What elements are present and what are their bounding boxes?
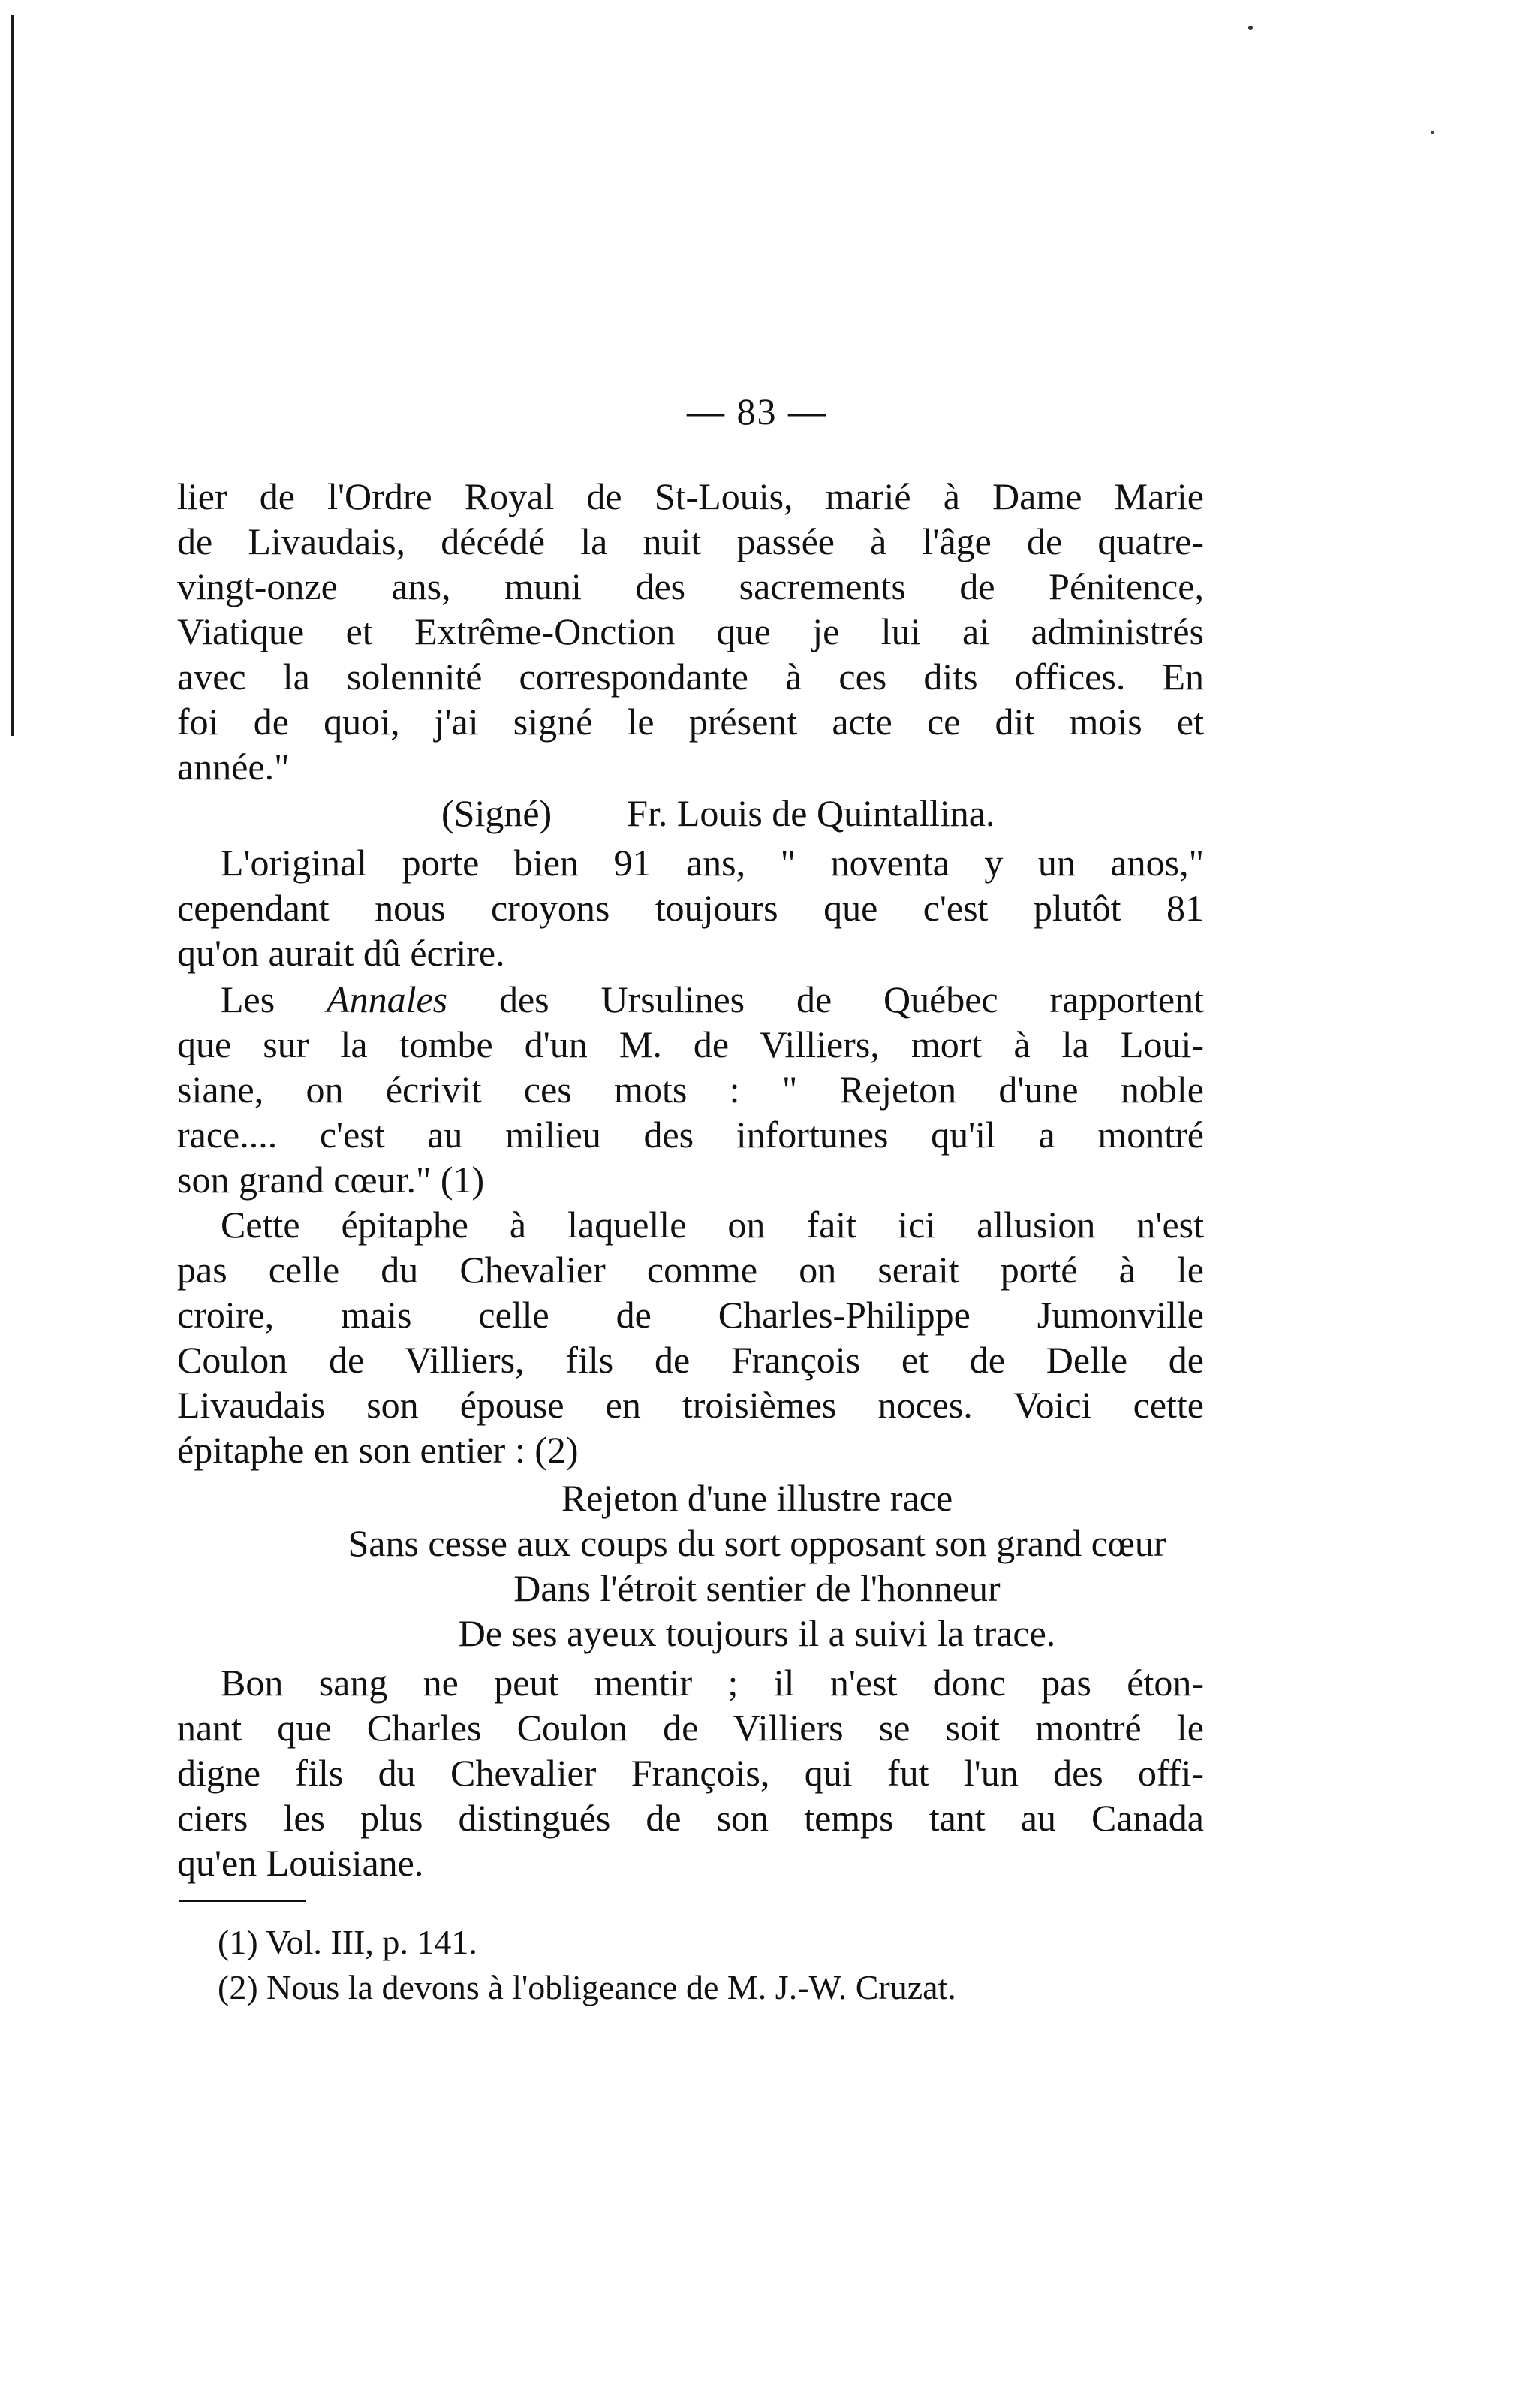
epitaph-verse-line: Rejeton d'une illustre race — [561, 1477, 953, 1519]
text-line: pas celle du Chevalier comme on serait porté à le — [177, 1249, 1204, 1291]
text-line: vingt-onze ans, muni des sacrements de Pénitence, — [177, 565, 1204, 607]
text-line: Livaudais son épouse en troisièmes noces. Voici cette — [177, 1384, 1204, 1426]
signature-line: (Signé) Fr. Louis de Quintallina. — [441, 792, 995, 834]
text-line: foi de quoi, j'ai signé le présent acte ce dit mois et — [177, 701, 1204, 743]
text-line: L'original porte bien 91 ans, " noventa y un anos," — [221, 842, 1204, 884]
text-line: Viatique et Extrême-Onction que je lui ai administrés — [177, 610, 1204, 652]
text-line: de Livaudais, décédé la nuit passée à l'âge de quatre- — [177, 520, 1204, 562]
text-line: qu'on aurait dû écrire. — [177, 932, 505, 974]
text-line: avec la solennité correspondante à ces dits offices. En — [177, 655, 1204, 698]
text-line: nant que Charles Coulon de Villiers se soit montré le — [177, 1707, 1204, 1749]
text-fragment: Les — [221, 978, 327, 1020]
epitaph-verse-line: De ses ayeux toujours il a suivi la trace. — [458, 1612, 1056, 1654]
binding-edge-rule — [11, 15, 14, 736]
paper-speck — [1248, 26, 1253, 30]
epitaph-verse-line: Sans cesse aux coups du sort opposant son grand cœur — [348, 1522, 1166, 1564]
footnote-1: (1) Vol. III, p. 141. — [218, 1923, 477, 1961]
text-line: croire, mais celle de Charles-Philippe Jumonville — [177, 1294, 1204, 1336]
text-line: que sur la tombe d'un M. de Villiers, mort à la Loui- — [177, 1023, 1204, 1065]
footnote-2: (2) Nous la devons à l'obligeance de M. J.-W. Cruzat. — [218, 1968, 956, 2006]
text-line: race.... c'est au milieu des infortunes qu'il a montré — [177, 1114, 1204, 1156]
footnote-separator — [179, 1900, 306, 1902]
text-line: cependant nous croyons toujours que c'est plutôt 81 — [177, 887, 1204, 929]
text-line: lier de l'Ordre Royal de St-Louis, marié à Dame Marie — [177, 475, 1204, 517]
page-number: — 83 — — [687, 390, 827, 432]
text-line: siane, on écrivit ces mots : " Rejeton d'une noble — [177, 1068, 1204, 1111]
text-line: son grand cœur." (1) — [177, 1159, 485, 1201]
text-line: Cette épitaphe à laquelle on fait ici allusion n'est — [221, 1204, 1204, 1246]
text-line: Bon sang ne peut mentir ; il n'est donc pas éton- — [221, 1662, 1204, 1704]
text-line — [221, 976, 1204, 1023]
book-title-italic: Annales — [327, 978, 448, 1020]
text-line: épitaphe en son entier : (2) — [177, 1429, 579, 1471]
text-line: Coulon de Villiers, fils de François et de Delle de — [177, 1339, 1204, 1381]
text-line: qu'en Louisiane. — [177, 1842, 424, 1884]
text-line: année." — [177, 746, 290, 788]
text-fragment: des Ursulines de Québec rapportent — [447, 978, 1204, 1020]
paper-speck — [1431, 131, 1434, 134]
epitaph-verse-line: Dans l'étroit sentier de l'honneur — [513, 1567, 1001, 1609]
text-line: digne fils du Chevalier François, qui fut l'un des offi- — [177, 1752, 1204, 1794]
text-line: ciers les plus distingués de son temps tant au Canada — [177, 1797, 1204, 1839]
